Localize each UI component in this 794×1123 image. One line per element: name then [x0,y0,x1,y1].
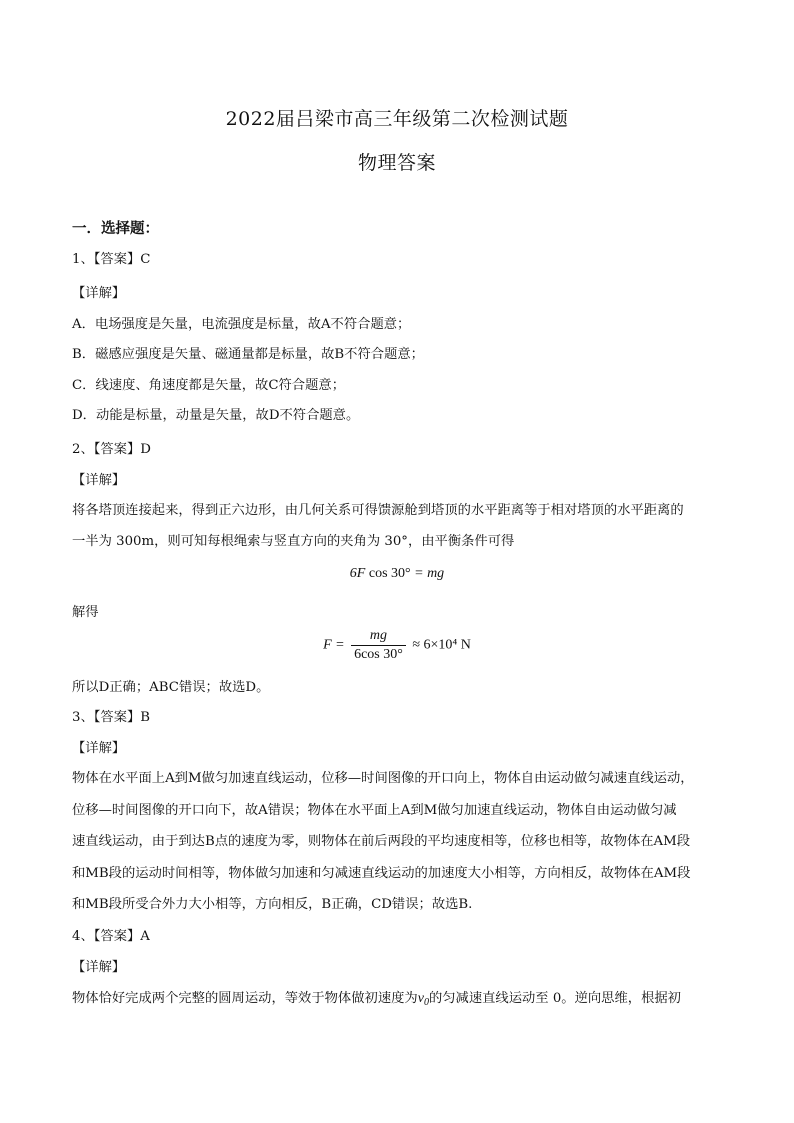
eq2-denominator: 6cos 30° [354,647,403,662]
q4-line-start: 物体恰好完成两个完整的圆周运动，等效于物体做初速度为 [72,991,418,1006]
q3-line: 速直线运动，由于到达B点的速度为零，则物体在前后两段的平均速度相等，位移也相等，故物体在AM段 [72,834,691,849]
q3-line: 和MB段所受合外力大小相等，方向相反，B正确，CD错误；故选B. [72,897,473,912]
q4-answer: 4、【答案】A [72,929,150,944]
q1-line: D．动能是标量，动量是矢量，故D不符合题意。 [72,408,360,423]
q2-solve-label: 解得 [72,605,99,620]
eq2-fraction [351,628,406,663]
document-title: 2022届吕梁市高三年级第二次检测试题 [225,108,569,130]
equation-force [0,628,794,663]
eq1-lhs: 6F [349,566,366,581]
eq2-rhs: ≈ 6×10⁴ N [412,637,471,653]
q3-line: 和MB段的运动时间相等，物体做匀加速和匀减速直线运动的加速度大小相等，方向相反，故物体在AM段 [72,866,691,881]
section-heading: 一．选择题： [72,220,159,237]
eq2-numerator: mg [351,628,406,646]
q3-line: 位移—时间图像的开口向下，故A错误；物体在水平面上A到M做匀加速直线运动，物体自由运动做匀减 [72,803,677,818]
q1-detail-label: 【详解】 [72,286,126,301]
q2-detail-label: 【详解】 [72,473,126,488]
eq1-rhs: = mg [414,566,445,581]
q2-conclusion: 所以D正确；ABC错误；故选D。 [72,680,270,695]
document-subtitle: 物理答案 [357,152,436,174]
eq1-cos: cos 30° [368,566,411,581]
q1-answer: 1、【答案】C [72,252,151,267]
q4-line-end: 的匀减速直线运动至 0。逆向思维，根据初 [428,991,681,1006]
q2-line: 将各塔顶连接起来，得到正六边形，由几何关系可得馈源舱到塔顶的水平距离等于相对塔顶的水平距离的 [72,503,684,518]
v-symbol: v [417,991,424,1006]
equation-equilibrium [0,566,794,582]
q3-answer: 3、【答案】B [72,710,151,725]
q2-answer: 2、【答案】D [72,442,151,457]
q1-line: B．磁感应强度是矢量、磁通量都是标量，故B不符合题意； [72,347,424,362]
q3-detail-label: 【详解】 [72,741,126,756]
eq2-lhs: F = [323,637,345,653]
q4-detail-label: 【详解】 [72,960,126,975]
q1-line: C．线速度、角速度都是矢量，故C符合题意； [72,378,345,393]
q2-line: 一半为 300m，则可知每根绳索与竖直方向的夹角为 30°，由平衡条件可得 [72,534,515,549]
q1-line: A．电场强度是矢量，电流强度是标量，故A不符合题意； [72,317,411,332]
q4-line [72,987,722,1008]
q3-line: 物体在水平面上A到M做匀加速直线运动，位移—时间图像的开口向上，物体自由运动做匀减速直线运动， [72,771,694,786]
v-subscript: 0 [423,997,429,1008]
